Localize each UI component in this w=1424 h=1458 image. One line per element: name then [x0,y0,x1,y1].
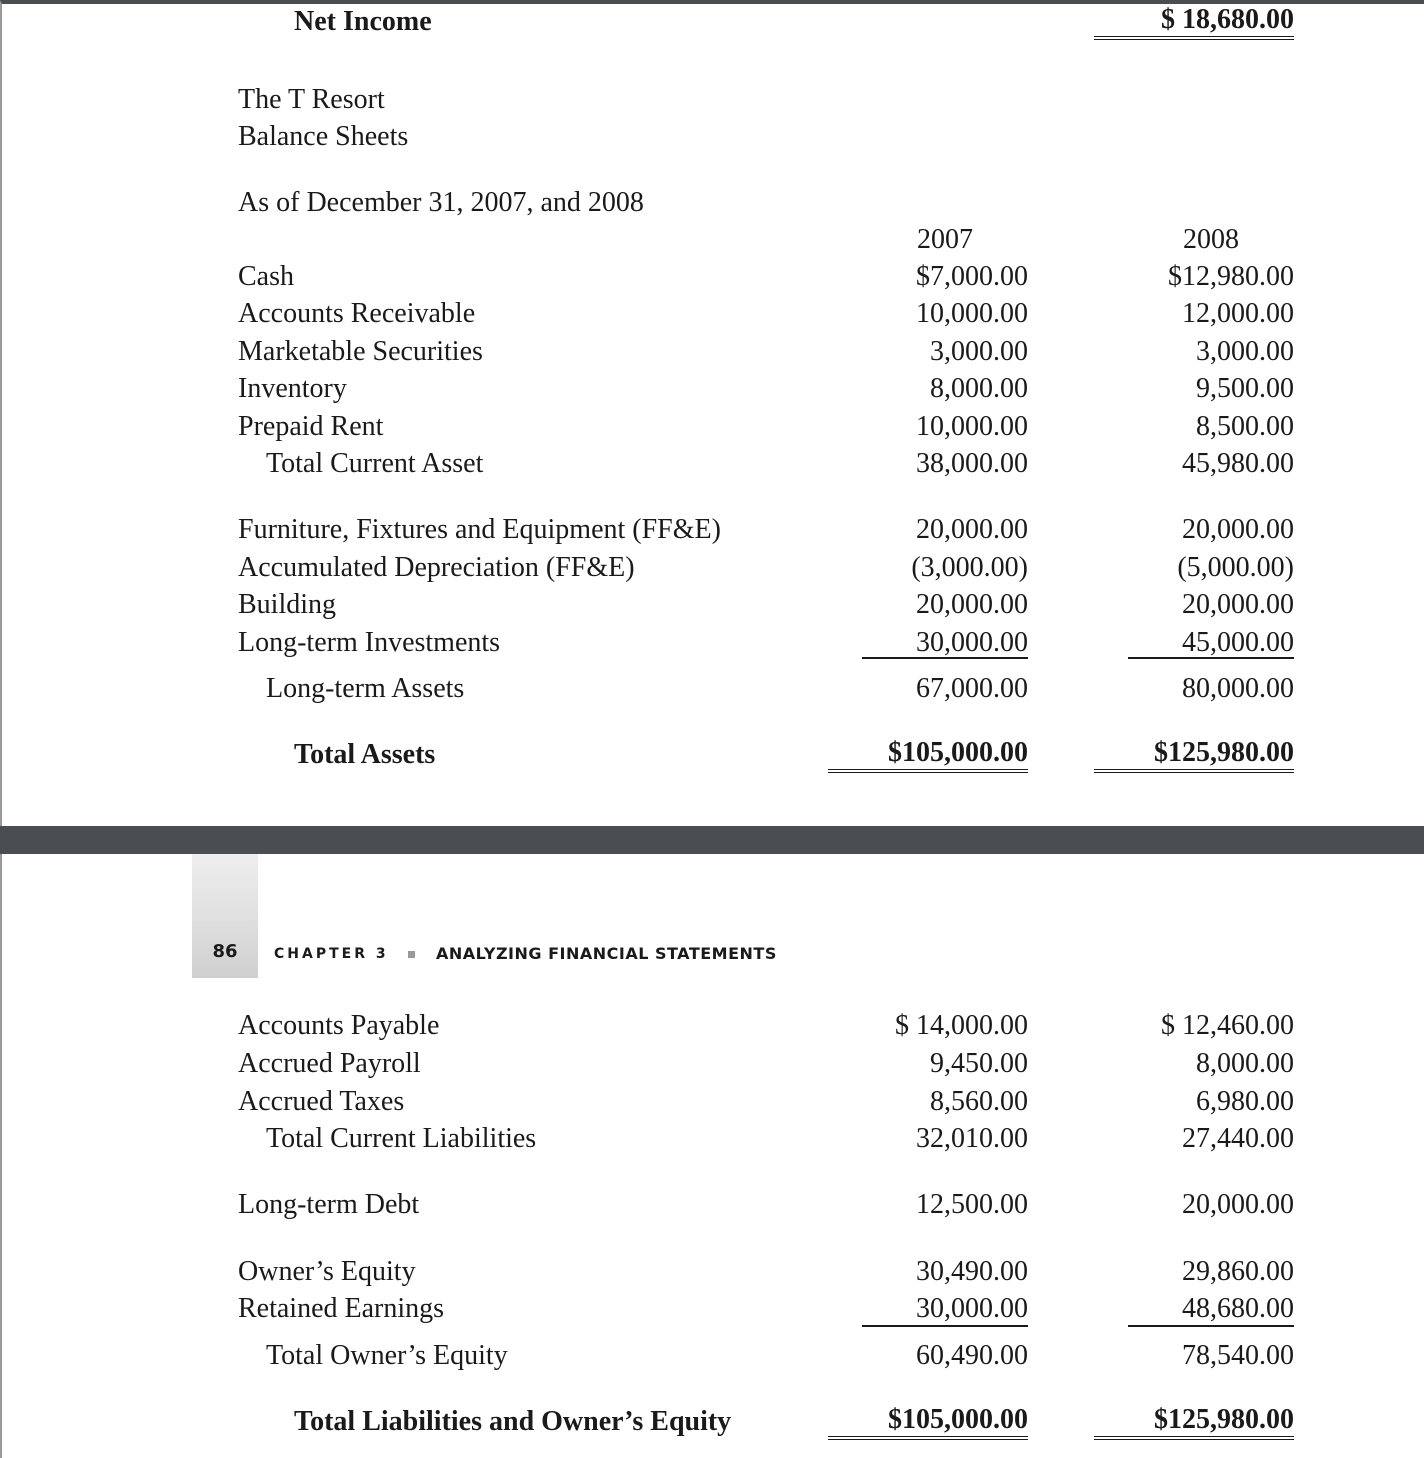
subtotal-rule [1128,1325,1294,1327]
value-2008: 8,500.00 [1196,411,1294,442]
value-2007: 9,450.00 [930,1048,1028,1079]
value-2008: 12,000.00 [1182,298,1294,329]
value-2008: $ 12,460.00 [1161,1010,1294,1041]
long-term-assets-label: Long-term Assets [266,673,465,704]
total-current-liabilities-2007: 32,010.00 [916,1123,1028,1154]
row-label: Inventory [238,373,347,404]
net-income-value: $ 18,680.00 [1094,4,1294,40]
row-label: Furniture, Fixtures and Equipment (FF&E) [238,514,721,545]
pdf-page-bottom [0,854,1424,1458]
value-2008: 6,980.00 [1196,1086,1294,1117]
value-2008: 20,000.00 [1182,589,1294,620]
total-owners-equity-2008: 78,540.00 [1182,1340,1294,1371]
chapter-title: ANALYZING FINANCIAL STATEMENTS [436,944,777,963]
row-label: Marketable Securities [238,336,483,367]
row-label: Owner’s Equity [238,1256,416,1287]
value-2007: 8,000.00 [930,373,1028,404]
total-assets-2008: $125,980.00 [1094,737,1294,773]
value-2007: 8,560.00 [930,1086,1028,1117]
long-term-debt-label: Long-term Debt [238,1189,420,1220]
value-2008: 9,500.00 [1196,373,1294,404]
value-2008: 45,000.00 [1182,627,1294,658]
value-2008: $12,980.00 [1168,261,1294,292]
total-liabilities-equity-label: Total Liabilities and Owner’s Equity [294,1406,732,1437]
total-current-asset-2007: 38,000.00 [916,448,1028,479]
value-2007: 10,000.00 [916,411,1028,442]
row-label: Prepaid Rent [238,411,384,442]
long-term-assets-2007: 67,000.00 [916,673,1028,704]
page-number: 86 [212,941,238,962]
long-term-assets-2008: 80,000.00 [1182,673,1294,704]
row-label: Accumulated Depreciation (FF&E) [238,552,635,583]
value-2008: 48,680.00 [1182,1293,1294,1324]
long-term-debt-2008: 20,000.00 [1182,1189,1294,1220]
total-liabilities-equity-2007: $105,000.00 [828,1404,1028,1440]
statement-date: As of December 31, 2007, and 2008 [238,187,644,218]
subtotal-rule [862,1325,1028,1327]
value-2007: 20,000.00 [916,514,1028,545]
row-label: Building [238,589,337,620]
total-owners-equity-label: Total Owner’s Equity [266,1340,508,1371]
value-2007: $7,000.00 [916,261,1028,292]
row-label: Accounts Receivable [238,298,476,329]
value-2007: 20,000.00 [916,589,1028,620]
total-owners-equity-2007: 60,490.00 [916,1340,1028,1371]
value-2008: (5,000.00) [1177,552,1294,583]
value-2007: 3,000.00 [930,336,1028,367]
total-current-asset-label: Total Current Asset [266,448,484,479]
value-2007: 30,000.00 [916,627,1028,658]
total-current-liabilities-label: Total Current Liabilities [266,1123,537,1154]
subtotal-rule [1128,657,1294,659]
total-current-liabilities-2008: 27,440.00 [1182,1123,1294,1154]
value-2007: (3,000.00) [911,552,1028,583]
value-2007: 10,000.00 [916,298,1028,329]
separator-square-icon [408,951,415,958]
row-label: Long-term Investments [238,627,501,658]
value-2007: 30,490.00 [916,1256,1028,1287]
row-label: Accrued Payroll [238,1048,421,1079]
value-2008: 3,000.00 [1196,336,1294,367]
row-label: Cash [238,261,294,292]
value-2008: 8,000.00 [1196,1048,1294,1079]
value-2008: 20,000.00 [1182,514,1294,545]
total-assets-2007: $105,000.00 [828,737,1028,773]
company-name: The T Resort [238,84,385,115]
value-2008: 29,860.00 [1182,1256,1294,1287]
page-gap [0,826,1424,854]
statement-title: Balance Sheets [238,121,409,152]
row-label: Accounts Payable [238,1010,440,1041]
total-liabilities-equity-2008: $125,980.00 [1094,1404,1294,1440]
total-current-asset-2008: 45,980.00 [1182,448,1294,479]
total-assets-label: Total Assets [294,739,436,770]
column-header-2008: 2008 [1183,224,1239,255]
long-term-debt-2007: 12,500.00 [916,1189,1028,1220]
net-income-label: Net Income [294,6,432,37]
column-header-2007: 2007 [917,224,973,255]
chapter-label: CHAPTER 3 [274,946,389,962]
row-label: Accrued Taxes [238,1086,405,1117]
value-2007: $ 14,000.00 [895,1010,1028,1041]
subtotal-rule [862,657,1028,659]
value-2007: 30,000.00 [916,1293,1028,1324]
row-label: Retained Earnings [238,1293,445,1324]
